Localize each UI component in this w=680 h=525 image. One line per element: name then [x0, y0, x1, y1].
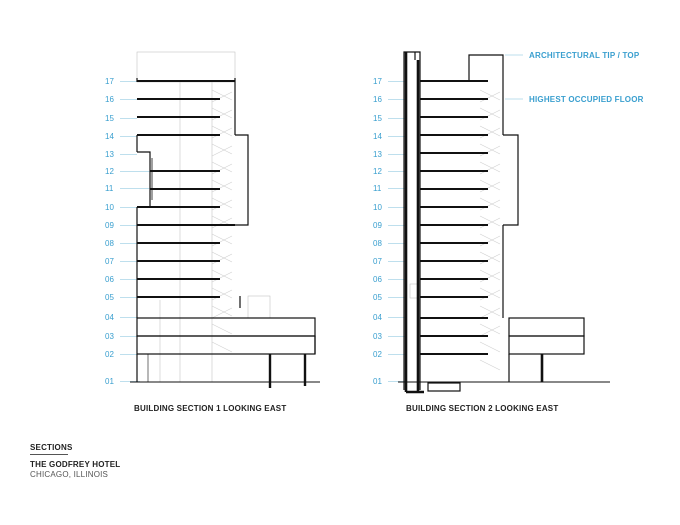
level-label-09: 09: [373, 221, 382, 230]
title-block-location: CHICAGO, ILLINOIS: [30, 470, 109, 479]
level-label-09: 09: [105, 221, 114, 230]
section-1-columns: [270, 354, 305, 388]
level-label-15: 15: [373, 114, 382, 123]
level-label-13: 13: [373, 150, 382, 159]
level-label-02: 02: [373, 350, 382, 359]
level-label-01: 01: [373, 377, 382, 386]
level-label-14: 14: [373, 132, 382, 141]
level-label-11: 11: [373, 184, 382, 193]
level-label-02: 02: [105, 350, 114, 359]
section-2-light-outlines: [410, 90, 500, 370]
level-label-07: 07: [105, 257, 114, 266]
section-1-caption: BUILDING SECTION 1 LOOKING EAST: [134, 404, 287, 413]
level-label-13: 13: [105, 150, 114, 159]
level-label-17: 17: [373, 77, 382, 86]
section-2-stair: [480, 90, 500, 370]
section-2-caption: BUILDING SECTION 2 LOOKING EAST: [406, 404, 559, 413]
level-label-01: 01: [105, 377, 114, 386]
level-label-16: 16: [105, 95, 114, 104]
section-1-levels: [105, 77, 114, 386]
section-1-stair: [212, 90, 232, 352]
level-label-17: 17: [105, 77, 114, 86]
level-label-08: 08: [105, 239, 114, 248]
level-label-03: 03: [373, 332, 382, 341]
level-label-10: 10: [373, 203, 382, 212]
section-1-walls: [137, 78, 315, 382]
section-2-levels: [373, 77, 382, 386]
section-2-level-leaders: [388, 82, 405, 382]
level-label-12: 12: [105, 167, 114, 176]
section-2-core: [406, 52, 542, 392]
level-label-15: 15: [105, 114, 114, 123]
level-label-05: 05: [105, 293, 114, 302]
building-section-2: [373, 51, 644, 413]
callout-architectural-top: ARCHITECTURAL TIP / TOP: [529, 51, 640, 60]
level-label-07: 07: [373, 257, 382, 266]
section-2-floor-slabs: [420, 81, 488, 354]
title-block-project: THE GODFREY HOTEL: [30, 460, 121, 469]
level-label-06: 06: [373, 275, 382, 284]
level-label-06: 06: [105, 275, 114, 284]
title-block-heading: SECTIONS: [30, 443, 73, 452]
level-label-14: 14: [105, 132, 114, 141]
level-label-16: 16: [373, 95, 382, 104]
level-label-10: 10: [105, 203, 114, 212]
level-label-04: 04: [105, 313, 114, 322]
level-label-03: 03: [105, 332, 114, 341]
callout-highest-occupied-floor: HIGHEST OCCUPIED FLOOR: [529, 95, 644, 104]
level-label-11: 11: [105, 184, 114, 193]
title-block-divider: [30, 454, 68, 455]
building-section-1: [105, 52, 320, 413]
section-1-light-outlines: [137, 52, 270, 382]
level-label-04: 04: [373, 313, 382, 322]
level-label-05: 05: [373, 293, 382, 302]
level-label-08: 08: [373, 239, 382, 248]
level-label-12: 12: [373, 167, 382, 176]
section-2-callout-leaders: [505, 55, 523, 99]
